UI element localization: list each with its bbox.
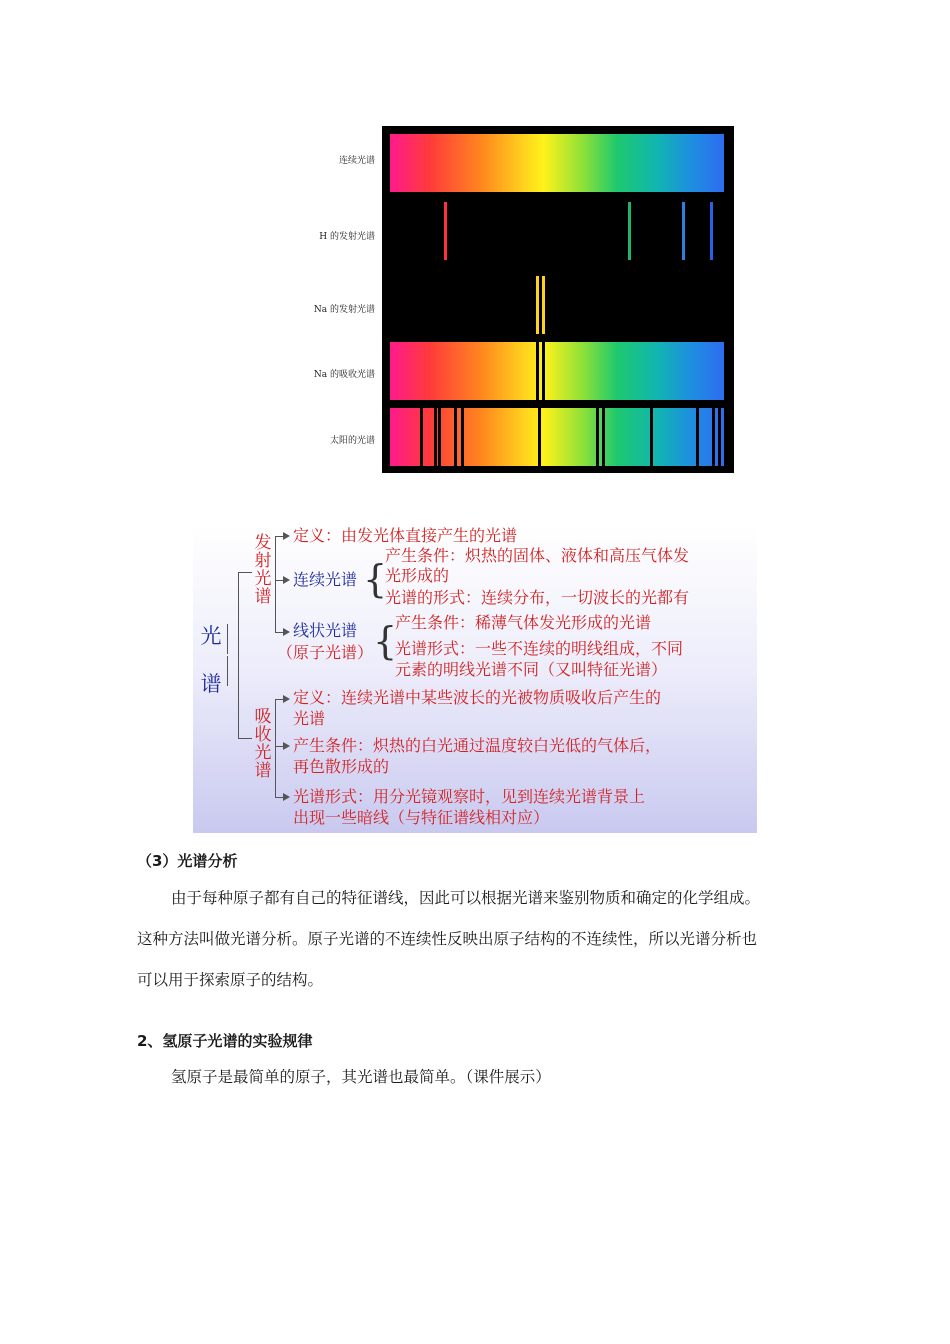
absorption-condition-line1: 产生条件：炽热的白光通过温度较白光低的气体后，: [293, 736, 662, 755]
spectrum-concept-map: [193, 524, 757, 833]
section-3-paragraph-line3: 可以用于探索原子的结构。: [137, 971, 324, 989]
na-absorption-line-1: [536, 342, 539, 400]
line-form-line2: 元素的明线光谱不同（又叫特征光谱）: [395, 660, 668, 679]
na-line-2: [542, 276, 545, 334]
solar-dark-line: [712, 408, 715, 466]
label-continuous-spectrum: 连续光谱: [338, 156, 375, 166]
absorption-condition-line2: 再色散形成的: [293, 757, 390, 776]
continuous-spectrum-band: [390, 134, 724, 192]
root-branch-line: [238, 572, 239, 738]
arrow-icon: [283, 532, 290, 540]
curly-brace-icon: {: [373, 619, 398, 663]
root-bracket-upper: [227, 624, 228, 654]
solar-dark-line: [650, 408, 653, 466]
emission-branch-line: [275, 536, 276, 632]
arrow-icon: [283, 576, 290, 584]
line-spectrum-label: 线状光谱: [293, 621, 358, 640]
label-na-absorption-spectrum: Na 的吸收光谱: [313, 370, 375, 380]
spectrum-figure: [0, 0, 950, 480]
h-line-green: [628, 202, 631, 260]
absorption-form-line2: 出现一些暗线（与特征谱线相对应）: [293, 808, 550, 827]
line-condition: 产生条件：稀薄气体发光形成的光谱: [395, 613, 652, 632]
na-absorption-band: [390, 342, 724, 400]
label-solar-spectrum: 太阳的光谱: [329, 436, 375, 446]
atomic-spectrum-label: （原子光谱）: [277, 643, 374, 662]
root-label: 光谱: [200, 624, 222, 696]
arrow-icon: [283, 793, 290, 801]
continuous-condition-line2: 光形成的: [385, 566, 450, 585]
root-branch-absorption: [238, 738, 252, 739]
root-branch-emission: [238, 572, 252, 573]
solar-dark-line: [538, 408, 541, 466]
solar-dark-line: [696, 408, 699, 466]
solar-dark-line: [438, 408, 441, 466]
section-3-paragraph-line2: 这种方法叫做光谱分析。原子光谱的不连续性反映出原子结构的不连续性，所以光谱分析也: [137, 930, 758, 948]
continuous-spectrum-label: 连续光谱: [293, 570, 358, 589]
solar-dark-line: [596, 408, 599, 466]
spectrum-panel: [382, 126, 734, 473]
solar-dark-line: [434, 408, 437, 466]
h-line-blue: [682, 202, 685, 260]
continuous-condition-line1: [385, 546, 689, 566]
h-line-red: [444, 202, 447, 260]
solar-dark-line: [461, 408, 464, 466]
absorption-label: 吸收光谱: [254, 707, 272, 781]
solar-dark-line: [420, 408, 423, 466]
label-na-emission-spectrum: Na 的发射光谱: [313, 305, 375, 315]
absorption-branch-line: [275, 699, 276, 797]
section-3-heading: （3）光谱分析: [137, 852, 238, 870]
emission-label: 发射光谱: [254, 533, 272, 607]
arrow-icon: [283, 742, 290, 750]
arrow-icon: [283, 695, 290, 703]
na-absorption-line-2: [542, 342, 545, 400]
line-form-line1: 光谱形式：一些不连续的明线组成，不同: [395, 639, 684, 658]
absorption-definition-line1: 定义：连续光谱中某些波长的光被物质吸收后产生的: [293, 688, 662, 707]
h-line-violet: [710, 202, 713, 260]
continuous-condition-text: 产生条件：炽热的固体、液体和高压气体发: [385, 546, 690, 565]
continuous-form: 光谱的形式：连续分布，一切波长的光都有: [385, 588, 690, 607]
label-h-emission-spectrum: H 的发射光谱: [319, 232, 375, 242]
solar-dark-line: [718, 408, 721, 466]
curly-brace-icon: {: [363, 557, 388, 601]
solar-dark-line: [602, 408, 605, 466]
absorption-definition-line2: 光谱: [293, 709, 326, 728]
root-bracket-lower: [227, 656, 228, 686]
section-2-heading: 2、氢原子光谱的实验规律: [137, 1032, 313, 1050]
absorption-form-line1: 光谱形式：用分光镜观察时，见到连续光谱背景上: [293, 787, 646, 806]
emission-definition: 定义：由发光体直接产生的光谱: [293, 526, 518, 545]
section-3-paragraph-line1: 由于每种原子都有自己的特征谱线，因此可以根据光谱来鉴别物质和确定的化学组成。: [171, 889, 761, 907]
solar-dark-line: [454, 408, 457, 466]
na-line-1: [536, 276, 539, 334]
section-2-paragraph: 氢原子是最简单的原子，其光谱也最简单。（课件展示）: [171, 1068, 551, 1086]
arrow-icon: [283, 628, 290, 636]
